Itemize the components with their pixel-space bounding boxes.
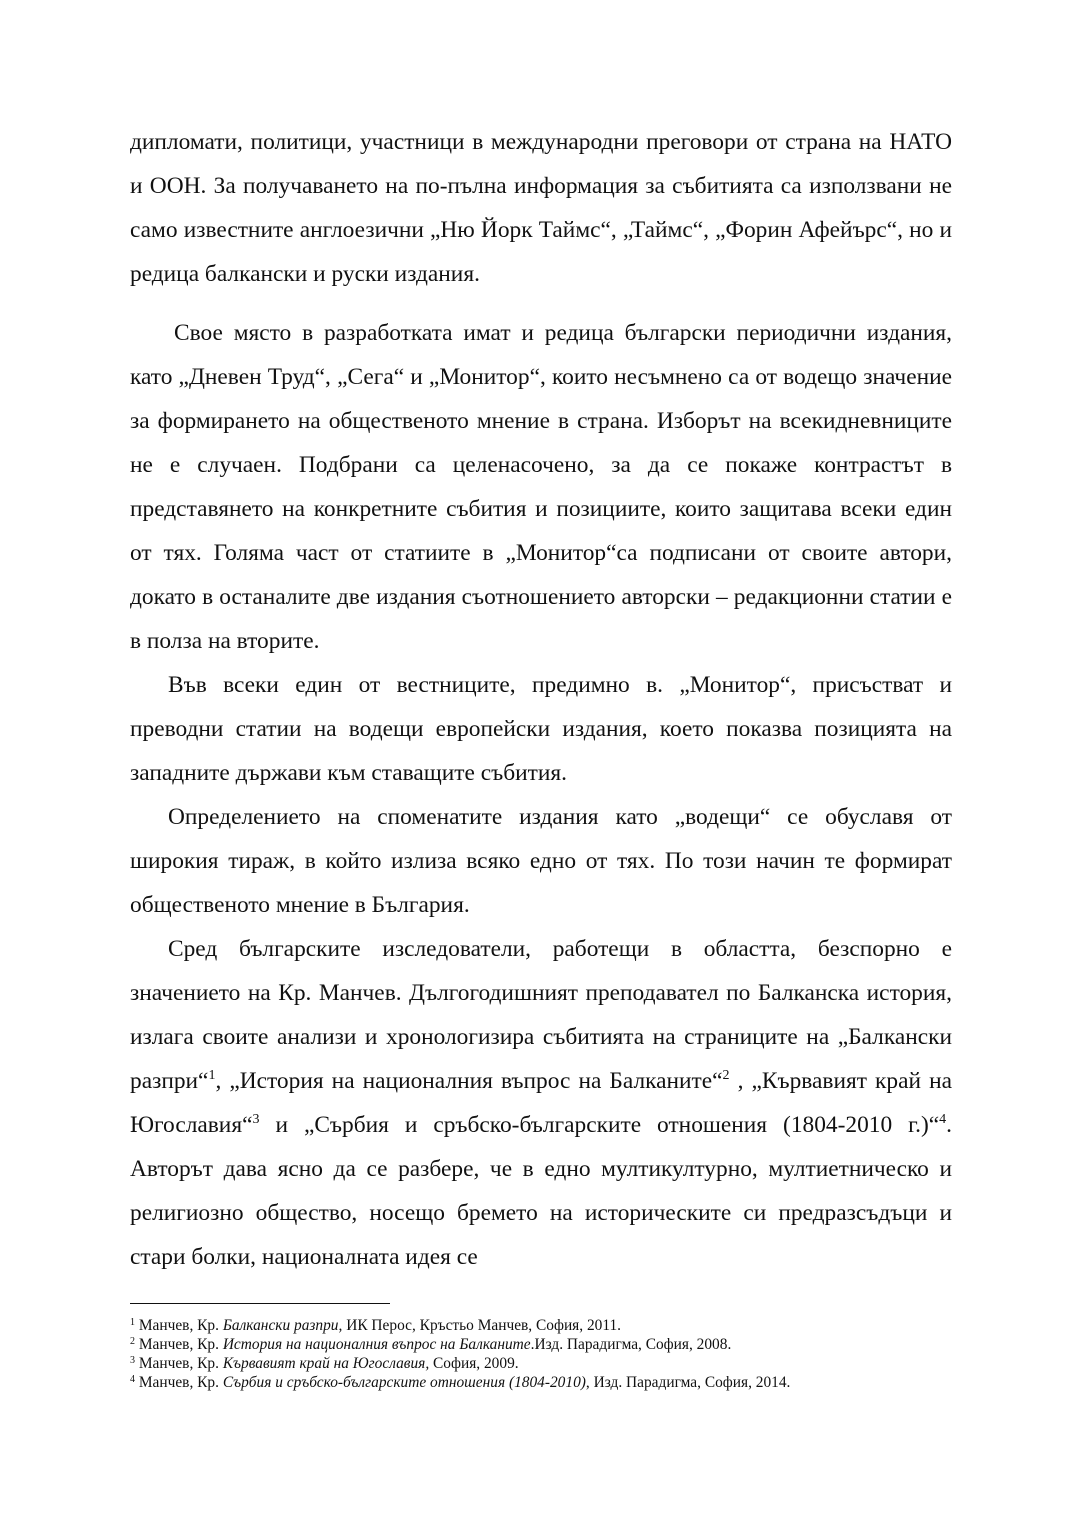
footnote-title: Кървавият край на Югославия,	[222, 1355, 430, 1372]
footnote-author: Манчев, Кр.	[138, 1336, 223, 1353]
paragraph-translated-articles: Във всеки един от вестниците, предимно в. „Монитор“, присъстват и преводни статии на водещи европейски издания, което показва позицията на западните държави към ставащите събития.	[130, 672, 952, 786]
footnotes	[130, 1316, 952, 1392]
paragraph-text-part: Сред българските изследователи, работещи в областта, безспорно е значението на Кр. Манчев. Дългогодишният преподавател по Балканска история, излага своите анализи и хронологизира събитията на страниците на „Балкански разпри“	[130, 936, 952, 1094]
footnote-title: История на националния въпрос на Балканите	[222, 1336, 531, 1353]
footnote-separator	[130, 1303, 390, 1304]
paragraph-text-part: и „Сърбия и сръбско-българските отношения (1804-2010 г.)“	[259, 1112, 940, 1138]
paragraph-leading-editions: Определението на споменатите издания като „водещи“ се обуславя от широкия тираж, в който излиза всяко едно от тях. По този начин те формират общественото мнение в България.	[130, 804, 952, 918]
footnote-author: Манчев, Кр.	[138, 1355, 223, 1372]
footnote-ref-3: 3	[252, 1112, 260, 1127]
footnote-details: , Изд. Парадигма, София, 2014.	[585, 1374, 791, 1391]
footnote-number: 2	[130, 1336, 135, 1347]
footnote-4	[130, 1373, 952, 1392]
footnote-number: 3	[130, 1355, 135, 1366]
footnote-ref-1: 1	[208, 1068, 216, 1083]
footnote-details: София, 2009.	[429, 1355, 519, 1372]
footnote-author: Манчев, Кр.	[138, 1317, 223, 1334]
footnote-2	[130, 1335, 952, 1354]
paragraph-bulgarian-periodicals: Свое място в разработката имат и редица български периодични издания, като „Дневен Труд“, „Сега“ и „Монитор“, които несъмнено са от водещо значение за формирането на общественото мнение в страна. Изборът на всекидневниците не е случаен. Подбрани са целенасочено, за да се покаже контрастът в представянето на конкретните събития и позициите, които защитава всеки един от тях. Голяма част от статиите в „Монитор“са подписани от своите автори, докато в останалите две издания съотношението авторски – редакционни статии е в полза на вторите.	[130, 320, 952, 654]
footnote-number: 4	[130, 1374, 135, 1385]
document-page	[130, 120, 952, 1279]
footnote-title: Сърбия и сръбско-българските отношения (1804-2010)	[222, 1374, 586, 1391]
footnote-details: ИК Перос, Кръстьо Манчев, София, 2011.	[342, 1317, 622, 1334]
paragraph-text-part: , „Кървавият край на Югославия“	[130, 1068, 952, 1138]
footnote-title: Балкански разпри,	[222, 1317, 343, 1334]
footnote-details: .Изд. Парадигма, София, 2008.	[530, 1336, 732, 1353]
footnote-number: 1	[130, 1317, 135, 1328]
paragraph-text-part: . Авторът дава ясно да се разбере, че в едно мултикултурно, мултиетническо и религиозно общество, носещо бремето на историческите си предразсъдъци и стари болки, националната идея се	[130, 1112, 952, 1270]
footnote-ref-2: 2	[722, 1068, 730, 1083]
paragraph-manchev	[130, 927, 952, 1279]
paragraph-text-part: , „История на националния въпрос на Балканите“	[215, 1068, 723, 1094]
footnote-1	[130, 1316, 952, 1335]
paragraph-sources: дипломати, политици, участници в международни преговори от страна на НАТО и ООН. За получаването на по-пълна информация за събитията са използвани не само известните англоезични „Ню Йорк Таймс“, „Таймс“, „Форин Афейърс“, но и редица балкански и руски издания.	[130, 129, 952, 287]
footnote-author: Манчев, Кр.	[138, 1374, 223, 1391]
footnote-3	[130, 1354, 952, 1373]
footnote-ref-4: 4	[939, 1112, 947, 1127]
